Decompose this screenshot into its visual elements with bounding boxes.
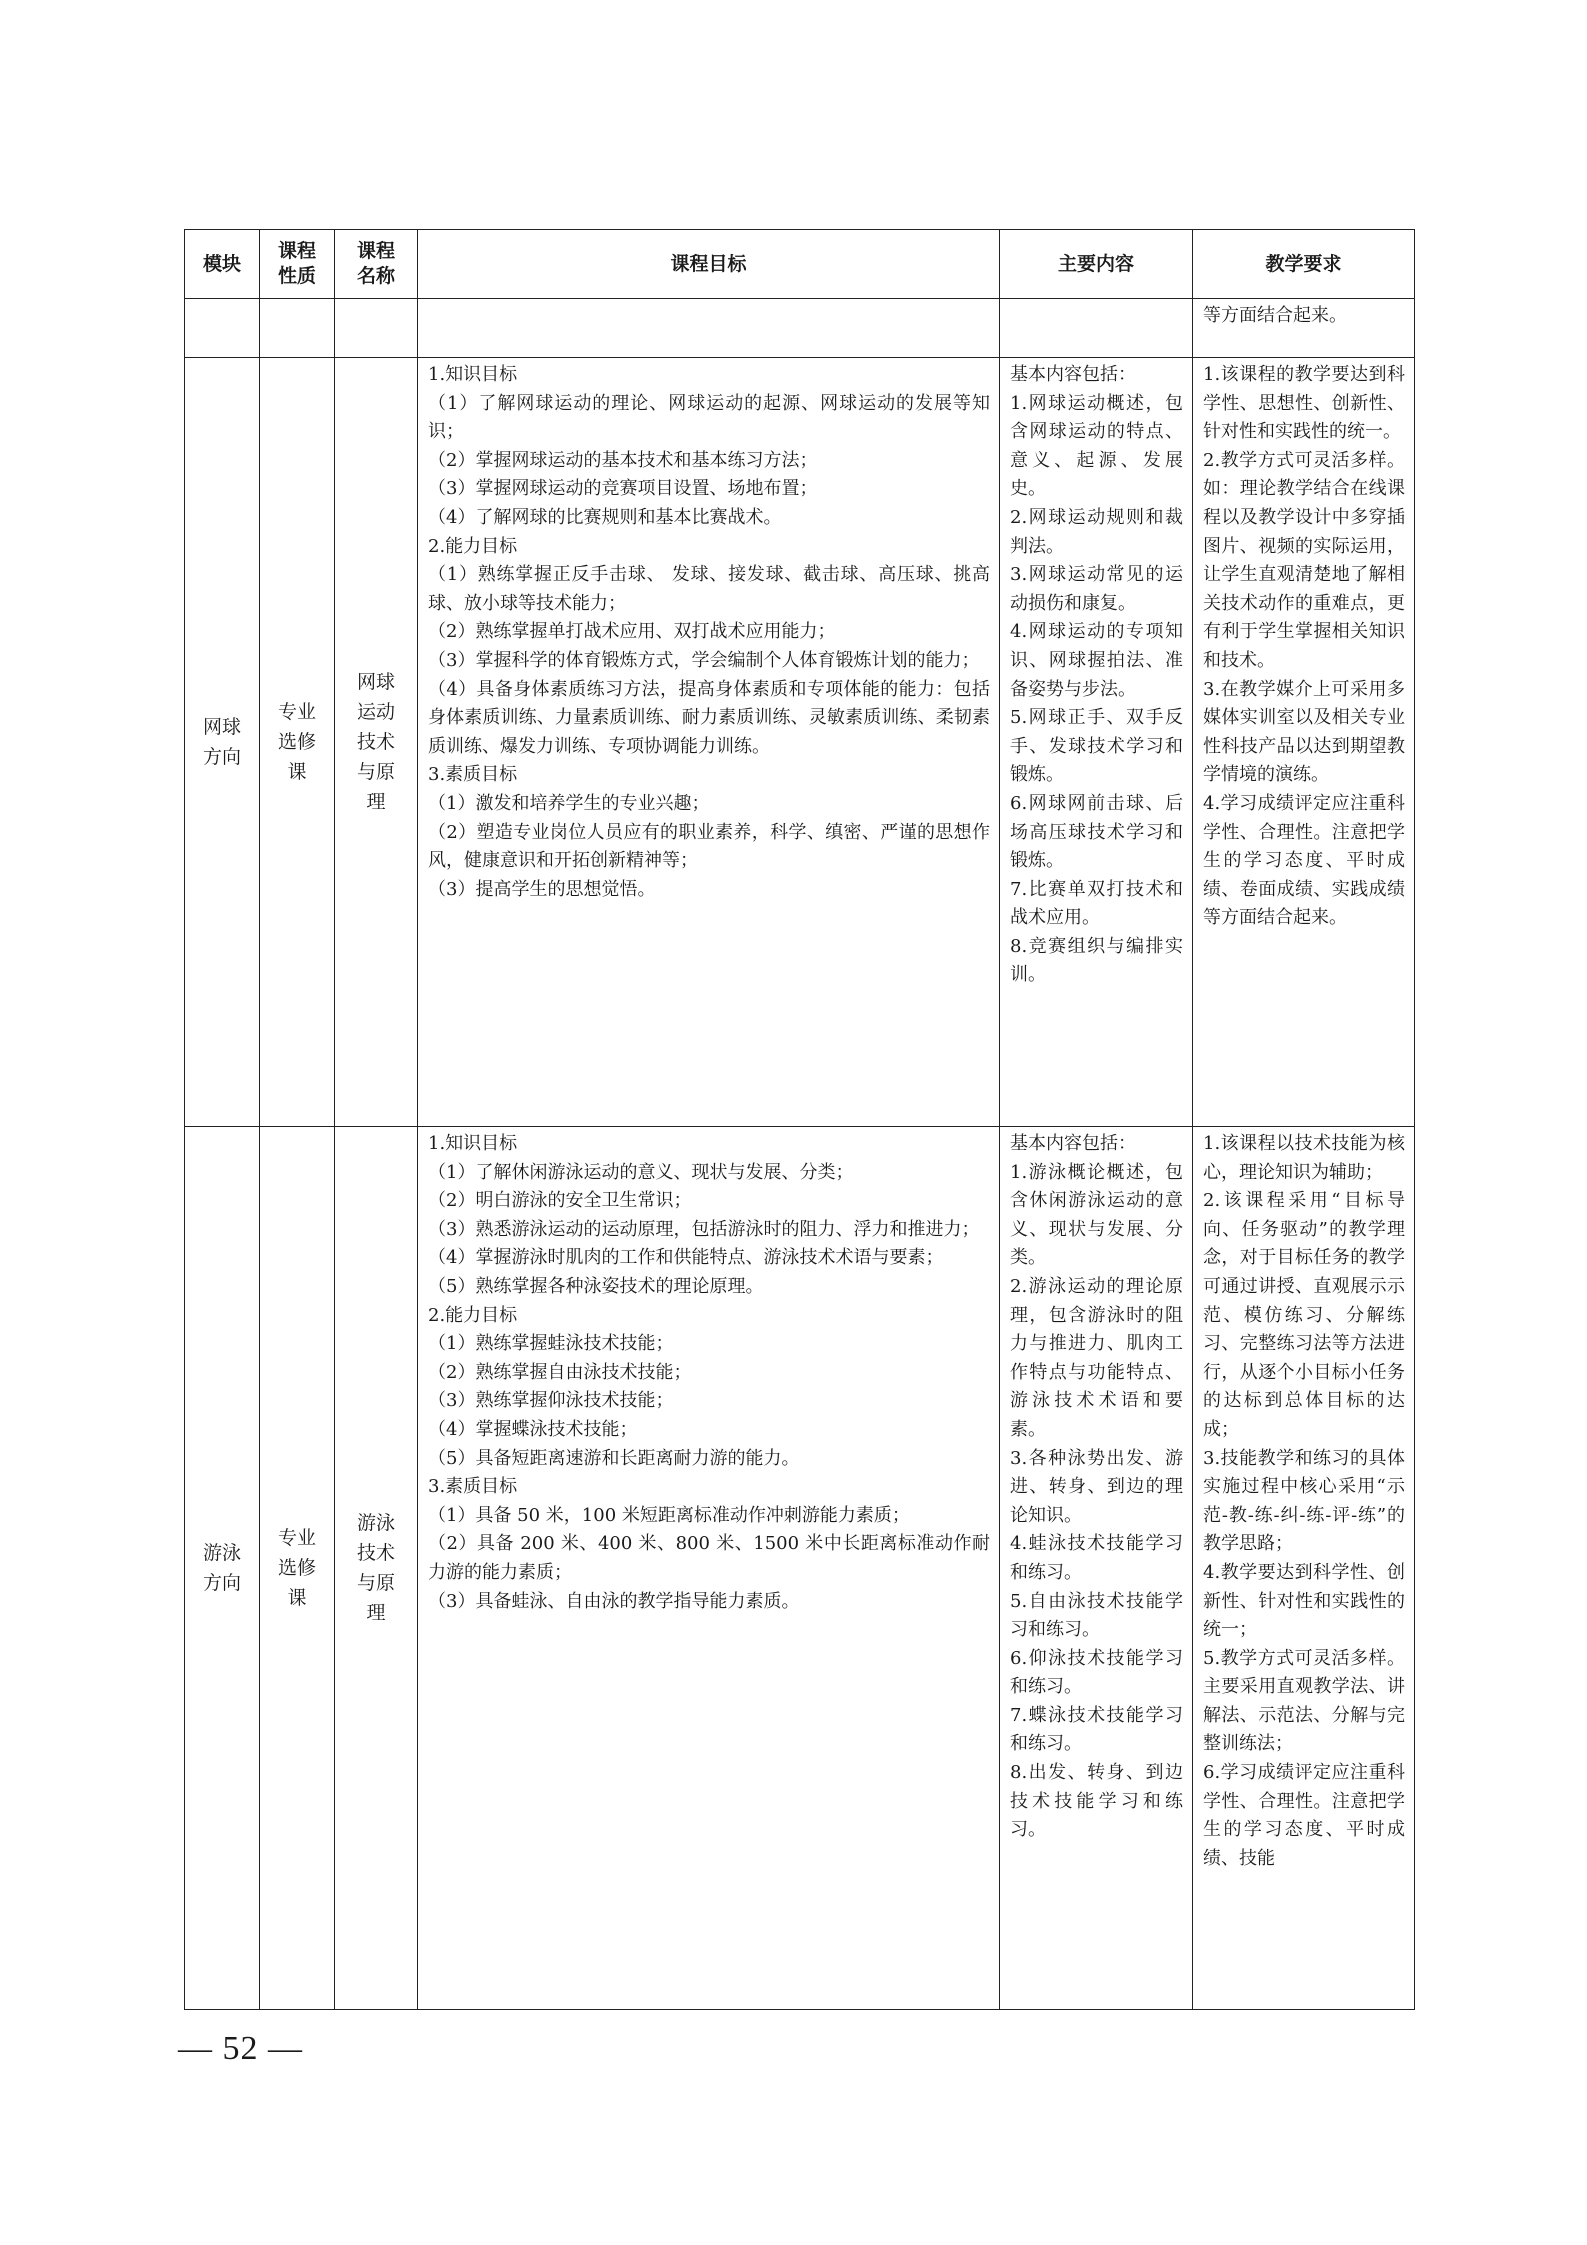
content-line: 8.竞赛组织与编排实训。	[1010, 935, 1183, 986]
cell-module: 网球 方向	[185, 358, 260, 1127]
req-line: 3.技能教学和练习的具体实施过程中核心采用“示范-教-练-纠-练-评-练”的教学思路；	[1203, 1447, 1405, 1555]
table-row-tennis	[185, 358, 1415, 1127]
content-line: 2.网球运动规则和裁判法。	[1010, 506, 1183, 557]
goal-line: （3）掌握网球运动的竞赛项目设置、场地布置；	[428, 478, 818, 500]
goal-line: （4）掌握游泳时肌肉的工作和供能特点、游泳技术术语与要素；	[428, 1247, 944, 1269]
cell-empty	[260, 299, 335, 358]
curriculum-table	[184, 229, 1415, 2010]
content-line: 基本内容包括：	[1010, 1133, 1136, 1154]
cell-module: 游泳 方向	[185, 1127, 260, 2010]
content-line: 2.游泳运动的理论原理，包含游泳时的阻力与推进力、肌肉工作特点与功能特点、游泳技术术语和要素。	[1010, 1275, 1183, 1440]
cell-req	[1193, 358, 1415, 1127]
table-row-continuation	[185, 299, 1415, 358]
content-line: 6.网球网前击球、后场高压球技术学习和锻炼。	[1010, 792, 1183, 872]
table-row-swimming	[185, 1127, 1415, 2010]
cell-nature: 专业 选修 课	[260, 358, 335, 1127]
goal-line: 3.素质目标	[428, 1476, 518, 1498]
goal-line: （5）具备短距离速游和长距离耐力游的能力。	[428, 1447, 800, 1469]
goal-line: 1.知识目标	[428, 1133, 518, 1154]
content-line: 4.蛙泳技术技能学习和练习。	[1010, 1533, 1183, 1583]
req-line: 4.教学要达到科学性、创新性、针对性和实践性的统一；	[1203, 1561, 1405, 1641]
header-goal: 课程目标	[418, 230, 1000, 299]
goal-line: （2）具备 200 米、400 米、800 米、1500 米中长距离标准动作耐力游的能力素质；	[428, 1533, 990, 1583]
cell-req	[1193, 1127, 1415, 2010]
goal-line: （1）熟练掌握正反手击球、 发球、接发球、截击球、高压球、挑高球、放小球等技术能力；	[428, 564, 990, 614]
cell-content	[1000, 358, 1193, 1127]
goal-line: 1.知识目标	[428, 364, 518, 385]
goal-line: （4）具备身体素质练习方法，提高身体素质和专项体能的能力：包括身体素质训练、力量素质训练、耐力素质训练、灵敏素质训练、柔韧素质训练、爆发力训练、专项协调能力训练。	[428, 678, 990, 757]
goal-line: （1）具备 50 米，100 米短距离标准动作冲刺游能力素质；	[428, 1504, 910, 1526]
content-line: 6.仰泳技术技能学习和练习。	[1010, 1647, 1183, 1698]
content-line: 7.蝶泳技术技能学习和练习。	[1010, 1704, 1183, 1755]
goal-line: （3）熟悉游泳运动的运动原理，包括游泳时的阻力、浮力和推进力；	[428, 1218, 980, 1240]
header-nature: 课程 性质	[260, 230, 335, 299]
cell-nature: 专业 选修 课	[260, 1127, 335, 2010]
goal-line: （1）激发和培养学生的专业兴趣；	[428, 792, 710, 814]
goal-line: （2）塑造专业岗位人员应有的职业素养，科学、缜密、严谨的思想作风，健康意识和开拓创新精神等；	[428, 821, 990, 872]
req-line: 2.教学方式可灵活多样。如：理论教学结合在线课程以及教学设计中多穿插图片、视频的实际运用，让学生直观清楚地了解相关技术动作的重难点，更有利于学生掌握相关知识和技术。	[1203, 449, 1405, 671]
cell-empty	[335, 299, 418, 358]
content-line: 4.网球运动的专项知识、网球握拍法、准备姿势与步法。	[1010, 621, 1183, 700]
cell-course-name: 游泳 技术 与原 理	[335, 1127, 418, 2010]
cell-empty	[1000, 299, 1193, 358]
table-header-row	[185, 230, 1415, 299]
cell-goal	[418, 1127, 1000, 2010]
goal-line: （3）提高学生的思想觉悟。	[428, 878, 656, 900]
goal-line: （1）了解休闲游泳运动的意义、现状与发展、分类；	[428, 1161, 854, 1183]
goal-line: 2.能力目标	[428, 1304, 518, 1326]
req-line: 1.该课程的教学要达到科学性、思想性、创新性、针对性和实践性的统一。	[1203, 364, 1405, 443]
req-line: 6.学习成绩评定应注重科学性、合理性。注意把学生的学习态度、平时成绩、技能	[1203, 1762, 1405, 1869]
goal-line: （2）熟练掌握自由泳技术技能；	[428, 1361, 692, 1383]
goal-line: （2）熟练掌握单打战术应用、双打战术应用能力；	[428, 621, 836, 643]
req-line: 5.教学方式可灵活多样。主要采用直观教学法、讲解法、示范法、分解与完整训练法；	[1203, 1647, 1405, 1755]
cell-course-name: 网球 运动 技术 与原 理	[335, 358, 418, 1127]
req-line: 2.该课程采用“目标导向、任务驱动”的教学理念，对于目标任务的教学可通过讲授、直观展示示范、模仿练习、分解练习、完整练习法等方法进行，从逐个小目标小任务的达标到总体目标的达成；	[1203, 1190, 1405, 1440]
content-line: 1.游泳概论概述，包含休闲游泳运动的意义、现状与发展、分类。	[1010, 1161, 1183, 1269]
content-line: 1.网球运动概述，包含网球运动的特点、意义、起源、发展史。	[1010, 392, 1183, 500]
cell-goal	[418, 358, 1000, 1127]
goal-line: （1）熟练掌握蛙泳技术技能；	[428, 1333, 674, 1355]
content-line: 3.网球运动常见的运动损伤和康复。	[1010, 564, 1183, 614]
goal-line: （2）掌握网球运动的基本技术和基本练习方法；	[428, 449, 818, 471]
content-line: 7.比赛单双打技术和战术应用。	[1010, 878, 1183, 929]
header-req: 教学要求	[1193, 230, 1415, 299]
goal-line: （5）熟练掌握各种泳姿技术的理论原理。	[428, 1275, 764, 1297]
content-line: 基本内容包括：	[1010, 364, 1136, 385]
header-module: 模块	[185, 230, 260, 299]
content-line: 3.各种泳势出发、游进、转身、到边的理论知识。	[1010, 1447, 1183, 1526]
content-line: 5.自由泳技术技能学习和练习。	[1010, 1590, 1183, 1641]
content-line: 8.出发、转身、到边技术技能学习和练习。	[1010, 1762, 1183, 1841]
page-number: — 52 —	[178, 2030, 303, 2067]
goal-line: （4）掌握蝶泳技术技能；	[428, 1418, 638, 1440]
goal-line: 2.能力目标	[428, 535, 518, 557]
content-line: 5.网球正手、双手反手、发球技术学习和锻炼。	[1010, 707, 1183, 786]
header-content: 主要内容	[1000, 230, 1193, 299]
goal-line: （3）具备蛙泳、自由泳的教学指导能力素质。	[428, 1590, 800, 1612]
header-name: 课程 名称	[335, 230, 418, 299]
goal-line: （1）了解网球运动的理论、网球运动的起源、网球运动的发展等知识；	[428, 392, 990, 443]
cell-content	[1000, 1127, 1193, 2010]
req-line: 3.在教学媒介上可采用多媒体实训室以及相关专业性科技产品以达到期望教学情境的演练。	[1203, 678, 1405, 786]
goal-line: （4）了解网球的比赛规则和基本比赛战术。	[428, 506, 782, 528]
goal-line: （3）熟练掌握仰泳技术技能；	[428, 1390, 674, 1412]
req-line: 1.该课程以技术技能为核心，理论知识为辅助；	[1203, 1133, 1405, 1183]
goal-line: 3.素质目标	[428, 764, 518, 786]
cell-req-continuation: 等方面结合起来。	[1193, 299, 1415, 358]
goal-line: （3）掌握科学的体育锻炼方式，学会编制个人体育锻炼计划的能力；	[428, 649, 980, 671]
cell-empty	[418, 299, 1000, 358]
req-line: 4.学习成绩评定应注重科学性、合理性。注意把学生的学习态度、平时成绩、卷面成绩、实践成绩等方面结合起来。	[1203, 792, 1405, 929]
goal-line: （2）明白游泳的安全卫生常识；	[428, 1190, 692, 1212]
cell-empty	[185, 299, 260, 358]
